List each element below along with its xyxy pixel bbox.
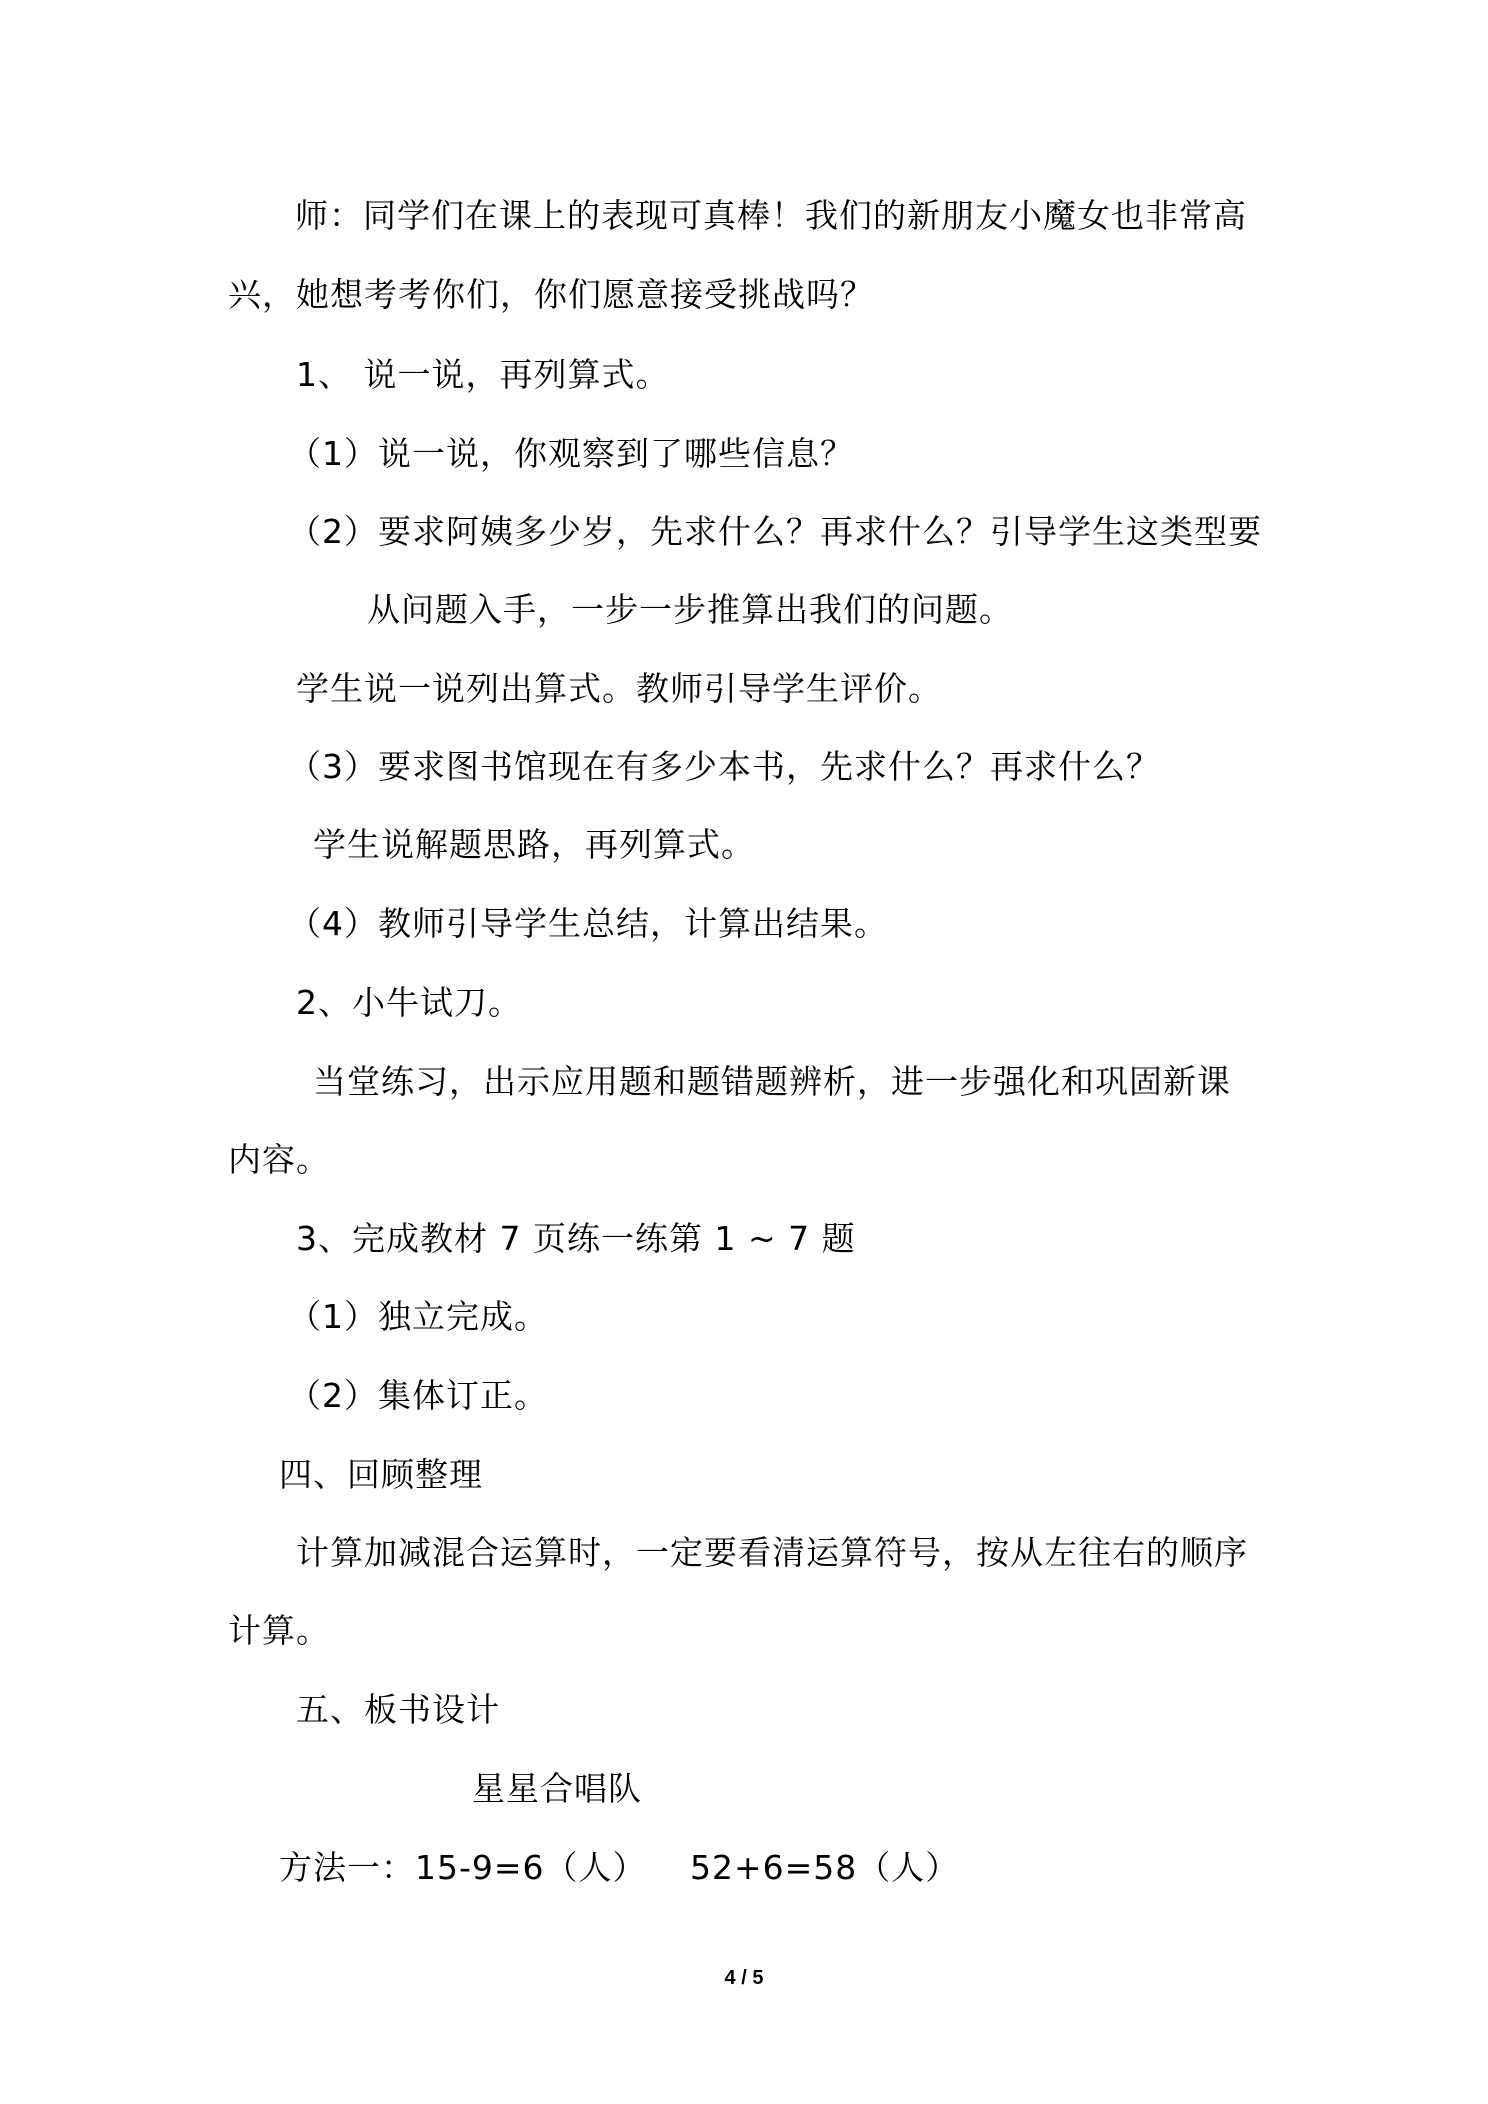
item-1-2: （2）要求阿姨多少岁，先求什么？再求什么？引导学生这类型要 — [288, 512, 1262, 551]
item-1-heading: 1、 说一说，再列算式。 — [296, 355, 670, 394]
item-1-3: （3）要求图书馆现在有多少本书，先求什么？再求什么？ — [288, 747, 1160, 786]
item-3-1: （1）独立完成。 — [288, 1297, 548, 1336]
review-paragraph-line-1: 计算加减混合运算时，一定要看清运算符号，按从左往右的顺序 — [296, 1533, 1248, 1572]
item-1-1: （1）说一说，你观察到了哪些信息？ — [288, 434, 854, 473]
section-4-heading: 四、回顾整理 — [279, 1455, 483, 1494]
item-3-heading: 3、完成教材 7 页练一练第 1 ~ 7 题 — [296, 1219, 856, 1258]
item-1-2-continued: 从问题入手，一步一步推算出我们的问题。 — [367, 590, 1013, 629]
student-activity-2: 学生说解题思路，再列算式。 — [313, 825, 755, 864]
practice-paragraph-line-2: 内容。 — [228, 1140, 330, 1179]
item-1-4: （4）教师引导学生总结，计算出结果。 — [288, 904, 888, 943]
review-paragraph-line-2: 计算。 — [228, 1611, 330, 1650]
item-3-2: （2）集体订正。 — [288, 1376, 548, 1415]
board-title: 星星合唱队 — [472, 1769, 642, 1808]
paragraph-line-2: 兴，她想考考你们，你们愿意接受挑战吗？ — [228, 275, 874, 314]
page-number: 4 / 5 — [724, 1967, 764, 1989]
item-2-heading: 2、小牛试刀。 — [296, 983, 522, 1022]
practice-paragraph-line-1: 当堂练习，出示应用题和题错题辨析，进一步强化和巩固新课 — [313, 1062, 1231, 1101]
section-5-heading: 五、板书设计 — [296, 1690, 500, 1729]
student-activity-1: 学生说一说列出算式。教师引导学生评价。 — [296, 669, 942, 708]
method-one-step-1: 方法一：15-9=6（人） — [279, 1848, 647, 1887]
method-one-step-2: 52+6=58（人） — [690, 1848, 960, 1887]
paragraph-line-1: 师：同学们在课上的表现可真棒！我们的新朋友小魔女也非常高 — [295, 196, 1247, 235]
